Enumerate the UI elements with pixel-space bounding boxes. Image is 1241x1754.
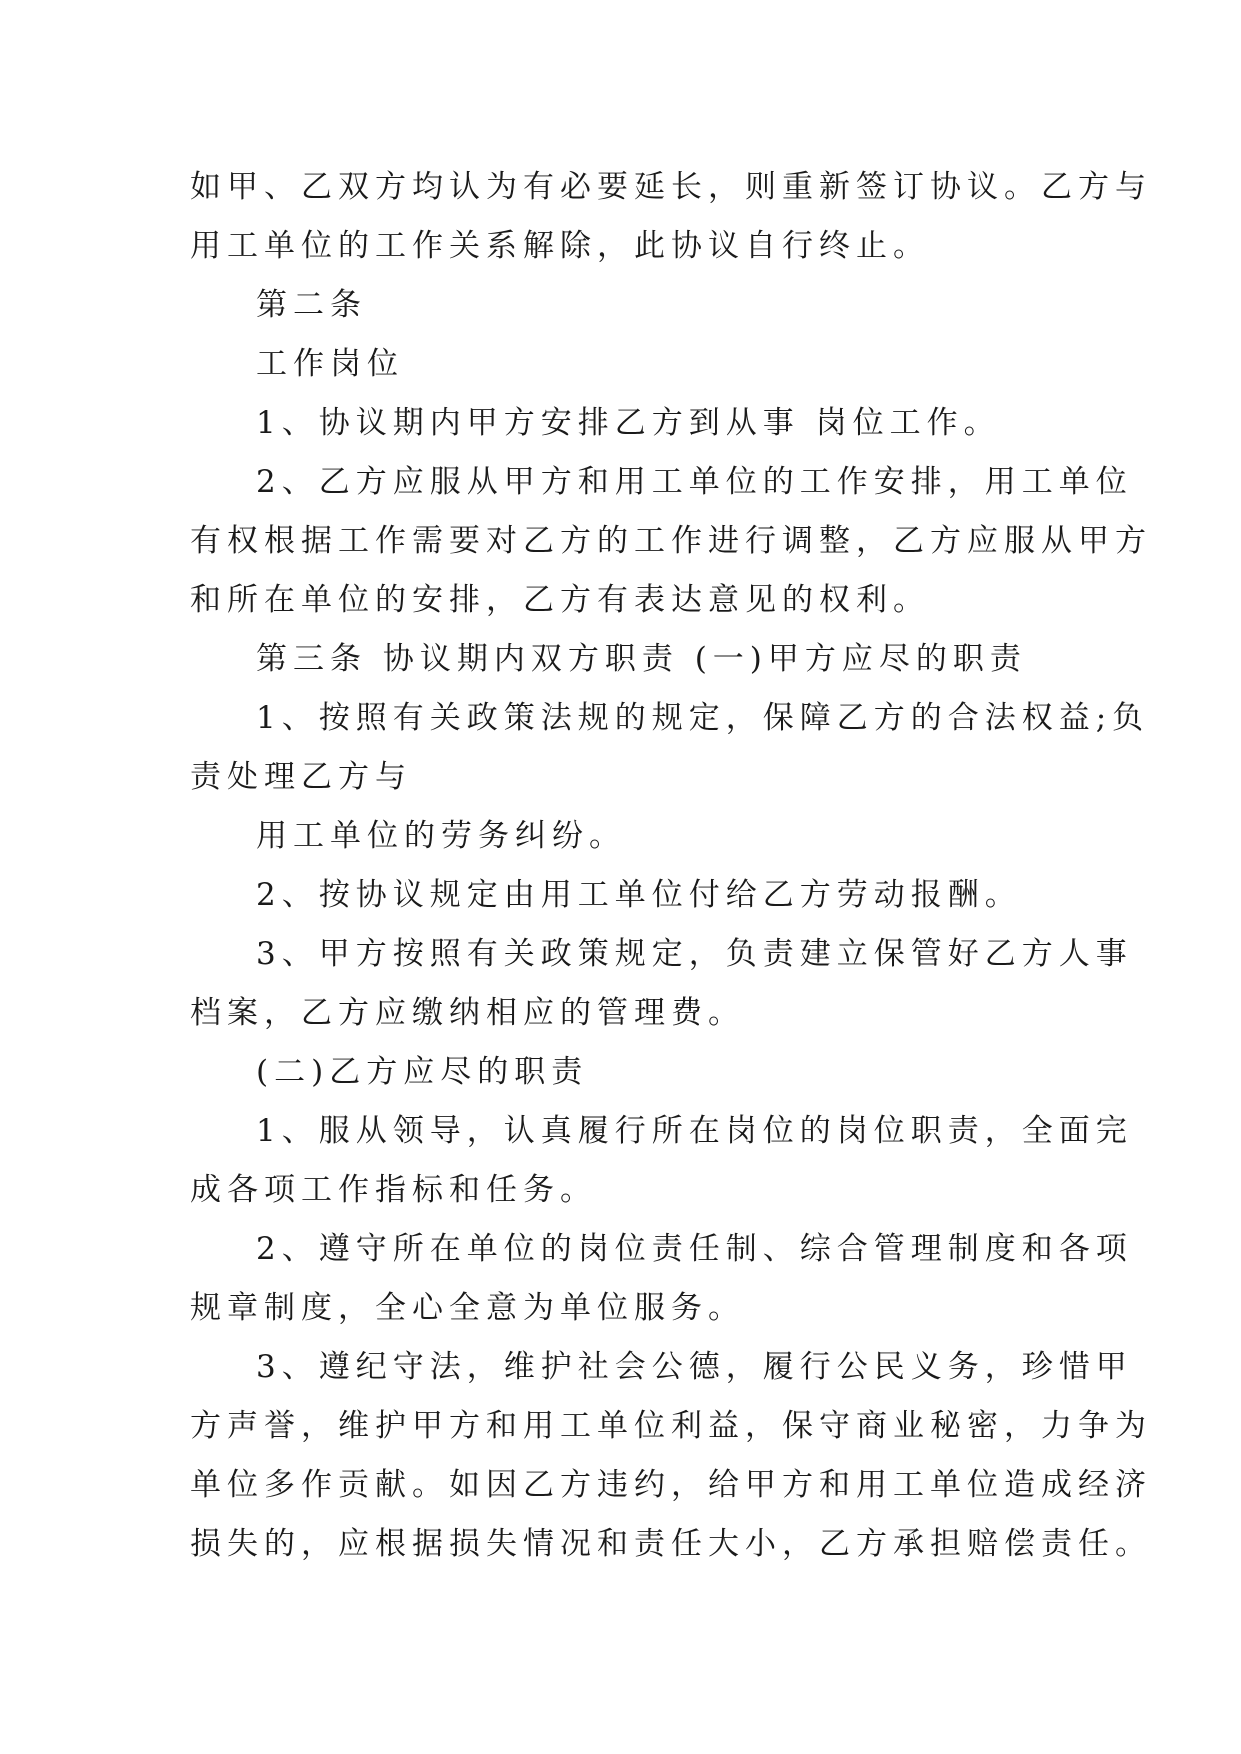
article-heading: 第二条	[256, 287, 367, 323]
text-line: 规章制度，全心全意为单位服务。	[190, 1290, 745, 1326]
text-line: 2、乙方应服从甲方和用工单位的工作安排，用工单位	[256, 464, 1133, 500]
section-title: 工作岗位	[256, 346, 404, 382]
text-line: 1、服从领导，认真履行所在岗位的岗位职责，全面完	[256, 1113, 1133, 1149]
text-line: 责处理乙方与	[190, 759, 412, 795]
text-line: 如甲、乙双方均认为有必要延长，则重新签订协议。乙方与	[190, 169, 1152, 205]
text-line: 用工单位的劳务纠纷。	[256, 818, 626, 854]
document-body	[190, 158, 1152, 1574]
text-line: 1、协议期内甲方安排乙方到从事 岗位工作。	[256, 405, 1001, 441]
text-line: 损失的，应根据损失情况和责任大小，乙方承担赔偿责任。	[190, 1526, 1152, 1562]
text-line: 和所在单位的安排，乙方有表达意见的权利。	[190, 582, 930, 618]
text-line: 档案，乙方应缴纳相应的管理费。	[190, 995, 745, 1031]
text-line: 方声誉，维护甲方和用工单位利益，保守商业秘密，力争为	[190, 1408, 1152, 1444]
section-title: (二)乙方应尽的职责	[256, 1054, 589, 1090]
text-line: 2、按协议规定由用工单位付给乙方劳动报酬。	[256, 877, 1022, 913]
text-line: 2、遵守所在单位的岗位责任制、综合管理制度和各项	[256, 1231, 1133, 1267]
text-line: 3、甲方按照有关政策规定，负责建立保管好乙方人事	[256, 936, 1133, 972]
text-line: 成各项工作指标和任务。	[190, 1172, 597, 1208]
text-line: 用工单位的工作关系解除，此协议自行终止。	[190, 228, 930, 264]
text-line: 3、遵纪守法，维护社会公德，履行公民义务，珍惜甲	[256, 1349, 1133, 1385]
text-line: 有权根据工作需要对乙方的工作进行调整，乙方应服从甲方	[190, 523, 1152, 559]
text-line: 1、按照有关政策法规的规定，保障乙方的合法权益;负	[256, 700, 1150, 736]
text-line: 单位多作贡献。如因乙方违约，给甲方和用工单位造成经济	[190, 1467, 1152, 1503]
article-heading: 第三条 协议期内双方职责 (一)甲方应尽的职责	[256, 641, 1027, 677]
